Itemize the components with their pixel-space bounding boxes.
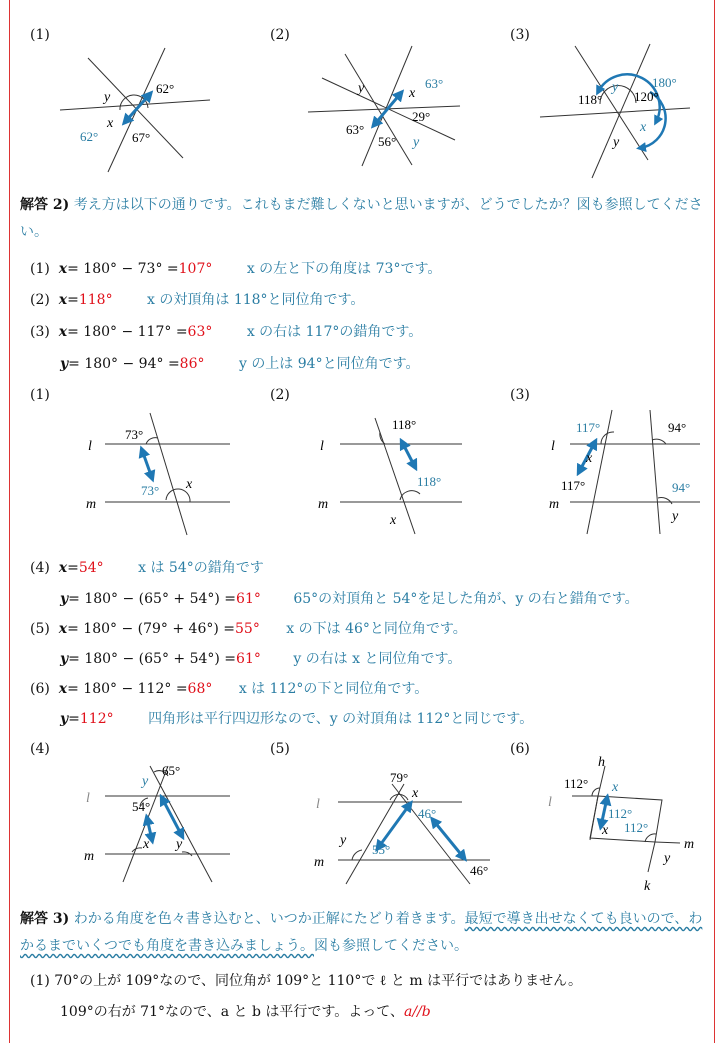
bot5-m: m [314, 855, 325, 870]
mid2-m: m [318, 497, 329, 512]
bot6-l: l [548, 795, 552, 810]
f1-62a: 62° [156, 81, 175, 96]
fig-bot-4-number: (4) [30, 741, 50, 757]
f2-63a: 63° [425, 76, 444, 91]
bot4-l: l [86, 791, 90, 806]
mid3-94b: 94° [672, 480, 691, 495]
mid3-117a: 117° [576, 420, 601, 435]
bot4-54: 54° [132, 799, 151, 814]
answer-2-heading: 解答 2) [20, 197, 70, 213]
f3-y2: y [613, 135, 620, 150]
answer-3-intro: 解答 3) わかる角度を色々書き込むと、いつか正解にたどり着きます。最短で導き出せなくても良いので、わかるまでいくつでも角度を書き込みましょう。図も参照してください。 [20, 911, 703, 954]
f1-y: y [104, 90, 111, 105]
f3-120: 120° [634, 89, 659, 104]
mid2-118a: 118° [392, 417, 417, 432]
bot6-x2: x [602, 823, 609, 838]
ans3-line-1: (1) 70°の上が 109°なので、同位角が 109°と 110°で ℓ と m は平行ではありません。 [30, 973, 582, 989]
bot5-y: y [340, 833, 347, 848]
mid3-117b: 117° [561, 478, 586, 493]
fig-top-2-number: (2) [270, 27, 290, 43]
answer-3-heading: 解答 3) [20, 911, 70, 927]
ans2-line-10: y=112° 四角形は平行四辺形なので、y の対頂角は 112°と同じです。 [60, 711, 534, 727]
fig-mid-3-number: (3) [510, 387, 530, 403]
bot5-55: 55° [372, 842, 391, 857]
ans2-line-1: (1) x= 180° − 73° =107° x の左と下の角度は 73°です。 [30, 261, 442, 277]
mid3-94a: 94° [668, 420, 687, 435]
bot5-79: 79° [390, 770, 409, 785]
bot5-l: l [316, 797, 320, 812]
ans2-line-5: (4) x=54° x は 54°の錯角です [30, 560, 264, 576]
bot4-ytop: y [142, 774, 149, 789]
bot6-x: x [612, 780, 619, 795]
bot6-m: m [684, 837, 695, 852]
f2-y2: y [413, 135, 420, 150]
mid3-m: m [549, 497, 560, 512]
f3-118: 118° [578, 92, 603, 107]
mid2-118b: 118° [417, 474, 442, 489]
ans2-line-3: (3) x= 180° − 117° =63° x の右は 117°の錯角です。 [30, 324, 423, 340]
fig-bot-5-number: (5) [270, 741, 290, 757]
f1-62b: 62° [80, 129, 99, 144]
ans2-line-6: y= 180° − (65° + 54°) =61° 65°の対頂角と 54°を足した角が、y の右と錯角です。 [60, 591, 639, 607]
mid1-73a: 73° [125, 427, 144, 442]
f3-x: x [640, 120, 647, 135]
mid1-m: m [86, 497, 97, 512]
mid1-73b: 73° [141, 483, 160, 498]
bot4-x: x [143, 837, 150, 852]
bot6-112c: 112° [624, 820, 649, 835]
mid3-l: l [551, 439, 555, 454]
f3-y: y [612, 80, 619, 95]
ans3-line-2: 109°の右が 71°なので、a と b は平行です。よって、a//b [60, 1004, 431, 1020]
mid3-y: y [672, 509, 679, 524]
fig-mid-1-number: (1) [30, 387, 50, 403]
f2-y: y [358, 81, 365, 96]
bot4-y: y [176, 837, 183, 852]
answer-2-intro-text: 考え方は以下の通りです。これもまだ難しくないと思いますが、どうでしたか？図も参照してください。 [20, 197, 703, 240]
fig-bot-6-number: (6) [510, 741, 530, 757]
f1-67: 67° [132, 130, 151, 145]
ans2-line-4: y= 180° − 94° =86° y の上は 94°と同位角です。 [60, 356, 420, 372]
f3-180: 180° [652, 75, 677, 90]
ans2-line-9: (6) x= 180° − 112° =68° x は 112°の下と同位角です。 [30, 681, 429, 697]
ans2-line-7: (5) x= 180° − (79° + 46°) =55° x の下は 46°と同位角です。 [30, 621, 467, 637]
ans2-line-8: y= 180° − (65° + 54°) =61° y の右は x と同位角です。 [60, 651, 462, 667]
bot5-46a: 46° [418, 806, 437, 821]
fig-mid-2-number: (2) [270, 387, 290, 403]
ans2-line-2: (2) x=118° x の対頂角は 118°と同位角です。 [30, 292, 365, 308]
bot6-112b: 112° [608, 806, 633, 821]
mid2-l: l [320, 439, 324, 454]
fig-top-1-number: (1) [30, 27, 50, 43]
f2-x: x [409, 86, 416, 101]
f2-56: 56° [378, 134, 397, 149]
f1-x: x [107, 116, 114, 131]
bot5-46b: 46° [470, 863, 489, 878]
mid1-x: x [186, 477, 193, 492]
f2-29: 29° [412, 109, 431, 124]
f2-63b: 63° [346, 122, 365, 137]
bot6-h: h [598, 755, 605, 770]
fig-top-3-number: (3) [510, 27, 530, 43]
mid1-l: l [88, 439, 92, 454]
bot6-k: k [644, 879, 651, 894]
mid3-x: x [586, 451, 593, 466]
bot6-112a: 112° [564, 776, 589, 791]
bot4-m: m [84, 849, 95, 864]
mid2-x: x [390, 513, 397, 528]
bot5-x: x [412, 786, 419, 801]
bot6-y: y [664, 851, 671, 866]
bot4-65: 65° [162, 763, 181, 778]
